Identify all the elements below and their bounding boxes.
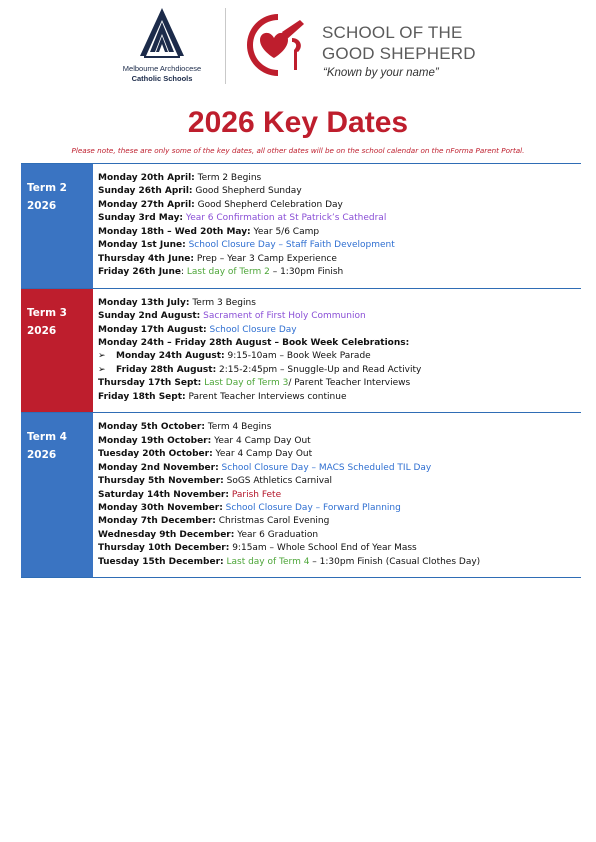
event-item — [98, 435, 575, 448]
event-item — [98, 239, 575, 252]
event-item — [98, 421, 575, 434]
event-date: Friday 28th August: — [116, 364, 217, 375]
event-date: Monday 7th December: — [98, 516, 216, 527]
term-label-cell — [21, 164, 93, 288]
event-highlight: School Closure Day – Staff Faith Development — [185, 240, 395, 251]
event-item — [98, 489, 575, 502]
bullet-arrow-icon: ➢ — [98, 364, 106, 375]
event-date: Friday 18th Sept: — [98, 391, 186, 402]
school-name-line1: SCHOOL OF THE — [322, 23, 463, 42]
term-year: 2026 — [27, 324, 57, 337]
event-date: Saturday 14th November: — [98, 489, 229, 500]
event-item — [98, 337, 575, 350]
event-item — [98, 502, 575, 515]
term-label-cell — [21, 413, 93, 577]
key-dates-table — [21, 163, 581, 578]
event-highlight: Sacrament of First Holy Communion — [200, 311, 366, 322]
event-highlight: School Closure Day — [206, 324, 297, 335]
event-text: 9:15-10am – Book Week Parade — [224, 351, 371, 362]
event-item — [98, 377, 575, 390]
event-item — [98, 266, 575, 279]
term-label: Term 2 — [27, 182, 67, 194]
event-item — [98, 515, 575, 528]
event-text: Term 2 Begins — [194, 173, 262, 183]
term-row-4 — [21, 413, 581, 578]
event-text: Term 4 Begins — [204, 422, 272, 433]
event-date: Monday 18th – Wed 20th May: — [98, 226, 251, 237]
term-label-cell — [21, 289, 93, 413]
event-text: Parent Teacher Interviews continue — [185, 391, 347, 402]
bullet-arrow-icon: ➢ — [98, 351, 106, 362]
event-text: : — [180, 267, 185, 278]
event-item — [98, 310, 575, 323]
event-item — [98, 253, 575, 266]
event-highlight: Last day of Term 2 — [184, 267, 270, 278]
calendar-note: Please note, these are only some of the key dates, all other dates will be on the school calendar on the nForma Parent Portal. — [71, 146, 525, 155]
event-date: Thursday 10th December: — [98, 543, 230, 554]
school-name-line2: GOOD SHEPHERD — [322, 44, 476, 63]
school-tagline: “Known by your name” — [323, 67, 439, 79]
event-highlight: School Closure Day – MACS Scheduled TIL Day — [218, 462, 432, 473]
term-label: Term 3 — [27, 306, 67, 319]
page-title: 2026 Key Dates — [187, 106, 409, 139]
term-events — [93, 413, 581, 577]
term-events — [93, 289, 581, 413]
event-text: Prep – Year 3 Camp Experience — [193, 253, 337, 264]
event-highlight: Last day of Term 4 — [223, 556, 310, 567]
event-text: Year 4 Camp Day Out — [212, 449, 313, 460]
event-item — [98, 391, 575, 404]
term-row-2 — [21, 164, 581, 289]
event-date: Monday 2nd November: — [98, 462, 219, 473]
event-date: Sunday 2nd August: — [98, 311, 201, 322]
event-item — [98, 297, 575, 310]
event-item — [98, 542, 575, 555]
good-shepherd-logo-icon — [242, 10, 312, 80]
event-date: Friday 26th June — [98, 267, 181, 278]
event-date: Sunday 26th April: — [98, 186, 193, 197]
event-text: Term 3 Begins — [189, 297, 256, 308]
page-header — [0, 0, 596, 100]
event-date: Monday 17th August: — [98, 324, 207, 335]
event-date: Sunday 3rd May: — [98, 213, 184, 224]
term-label: Term 4 — [27, 431, 67, 444]
header-divider — [225, 8, 226, 84]
event-date: Monday 24th August: — [116, 351, 225, 362]
event-date: Tuesday 15th December: — [98, 556, 224, 567]
event-date: Tuesday 20th October: — [98, 449, 213, 460]
event-date: Thursday 4th June: — [98, 253, 194, 264]
event-date: Monday 30th November: — [98, 502, 223, 513]
event-date: Monday 5th October: — [98, 422, 205, 433]
macs-name — [112, 64, 212, 83]
event-date: Wednesday 9th December: — [98, 529, 235, 540]
event-text: / Parent Teacher Interviews — [288, 378, 411, 389]
event-item — [98, 324, 575, 337]
school-name — [322, 22, 476, 64]
event-item — [98, 462, 575, 475]
term-year: 2026 — [27, 449, 57, 462]
event-date: Monday 13th July: — [98, 297, 190, 308]
event-text: 2:15-2:45pm – Snuggle-Up and Read Activity — [216, 364, 422, 375]
event-item — [98, 212, 575, 225]
event-text: Good Shepherd Sunday — [192, 186, 302, 197]
event-item — [98, 448, 575, 461]
event-text: – 1:30pm Finish (Casual Clothes Day) — [309, 556, 481, 567]
event-text: Year 5/6 Camp — [250, 226, 320, 237]
event-highlight: Parish Fete — [228, 489, 282, 500]
event-item — [98, 529, 575, 542]
event-item — [98, 199, 575, 212]
event-date: Monday 20th April: — [98, 173, 195, 183]
event-text: Christmas Carol Evening — [215, 516, 330, 527]
event-text: Good Shepherd Celebration Day — [194, 199, 343, 210]
event-highlight: Year 6 Confirmation at St Patrick’s Cathedral — [183, 213, 387, 224]
event-highlight: School Closure Day – Forward Planning — [222, 502, 401, 513]
event-item — [98, 475, 575, 488]
event-item — [98, 172, 575, 185]
term-row-3 — [21, 289, 581, 414]
macs-line2: Catholic Schools — [131, 73, 193, 83]
event-text: SoGS Athletics Carnival — [223, 476, 333, 487]
event-text: – 1:30pm Finish — [269, 267, 344, 278]
event-date: Monday 19th October: — [98, 435, 212, 446]
event-date: Monday 27th April: — [98, 199, 195, 210]
event-item — [98, 226, 575, 239]
event-item — [98, 556, 575, 569]
term-year: 2026 — [27, 200, 57, 212]
event-date: Thursday 17th Sept: — [98, 378, 202, 389]
event-date: Thursday 5th November: — [98, 476, 224, 487]
event-text: Year 6 Graduation — [234, 529, 319, 540]
event-text: Year 4 Camp Day Out — [211, 435, 311, 446]
event-highlight: Last Day of Term 3 — [201, 378, 289, 389]
event-text: 9:15am – Whole School End of Year Mass — [229, 543, 417, 554]
event-item — [98, 364, 575, 377]
event-item — [98, 185, 575, 198]
term-events — [93, 164, 581, 288]
macs-emblem-icon — [112, 6, 212, 64]
event-date: Monday 24th – Friday 28th August – Book Week Celebrations: — [98, 337, 410, 348]
macs-logo — [112, 6, 212, 90]
event-item — [98, 350, 575, 363]
event-date: Monday 1st June: — [98, 240, 186, 251]
macs-line1: Melbourne Archdiocese — [122, 64, 202, 73]
